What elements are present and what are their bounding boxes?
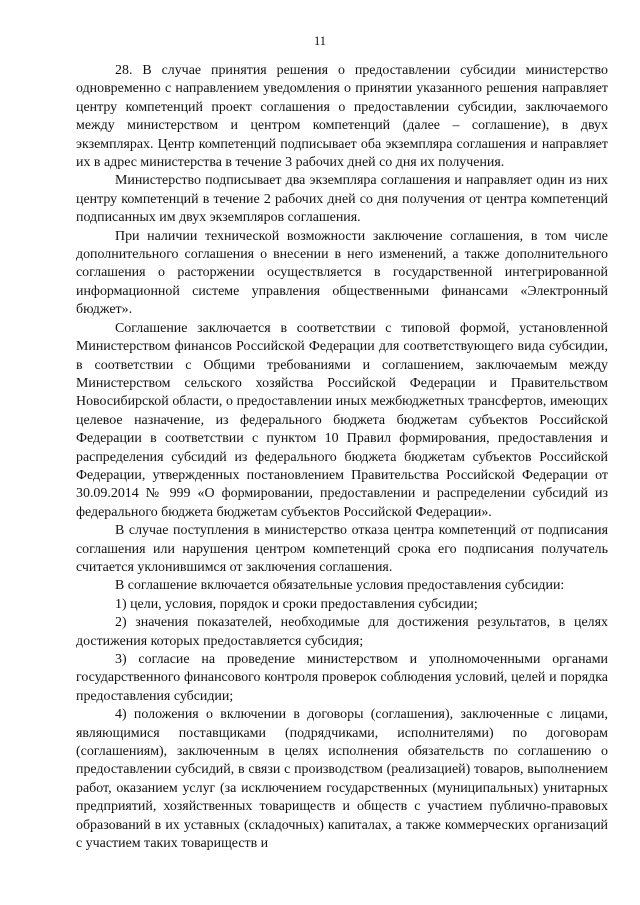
paragraph-mandatory-conditions: В соглашение включается обязательные условия предоставления субсидии: [115, 578, 565, 594]
list-item-4: 4) положения о включении в договоры (соглашения), заключенные с лицами, являющимися поставщиками (подрядчиками, исполнителями) по договорам (соглашениям), заключенным в целях исполнения обязательств по соглашению о предоставлении субсидий, в связи с производством (реализацией) товаров, выполнением работ, оказанием услуг (за исключением государственных (муниципальных) унитарных предприятий, хозяйственных товариществ и обществ с участием публично-правовых образований в их уставных (складочных) капиталах, а также коммерческих организаций с участием таких товариществ и [76, 707, 608, 852]
page-number: 11 [313, 34, 327, 48]
paragraph-electronic-budget: При наличии технической возможности заключение соглашения, в том числе дополнительного соглашения о внесении в него изменений, а также дополнительного соглашения о расторжении осуществляется в государственной интегрированной информационной системе управления общественными финансами «Электронный бюджет». [76, 228, 608, 318]
paragraph-refusal: В случае поступления в министерство отказа центра компетенций от подписания соглашения или нарушения центром компетенций срока его подписания получатель считается уклонившимся от заключения соглашения. [76, 523, 608, 575]
paragraph-standard-form: Соглашение заключается в соответствии с типовой формой, установленной Министерством финансов Российской Федерации для соответствующего вида субсидии, в соответствии с Общими требованиями и соглашением, заключаемым между Министерством сельского хозяйства Российской Федерации и Правительством Новосибирской области, о предоставлении иных межбюджетных трансфертов, имеющих целевое назначение, из федерального бюджета бюджетам субъектов Российской Федерации в соответствии с пунктом 10 Правил формирования, предоставления и распределения субсидий из федерального бюджета бюджетам субъектов Российской Федерации, утвержденных постановлением Правительства Российской Федерации от 30.09.2014 № 999 «О формировании, предоставлении и распределении субсидий из федерального бюджета бюджетам субъектов Российской Федерации». [76, 320, 608, 520]
list-item-2: 2) значения показателей, необходимые для достижения результатов, в целях достижения которых предоставляется субсидия; [76, 615, 608, 649]
list-item-3: 3) согласие на проведение министерством и уполномоченными органами государственного финансового контроля проверок соблюдения условий, целей и порядка предоставления субсидии; [76, 652, 608, 704]
paragraph-ministry-signs: Министерство подписывает два экземпляра соглашения и направляет один из них центру компетенций в течение 2 рабочих дней со дня получения от центра компетенций подписанных им двух экземпляров соглашения. [76, 173, 608, 226]
paragraph-28-main: 28. В случае принятия решения о предоставлении субсидии министерство одновременно с направлением уведомления о принятии указанного решения направляет центру компетенций проект соглашения о предоставлении субсидии, заключаемого между министерством и центром компетенций (далее – соглашение), в двух экземплярах. Центр компетенций подписывает оба экземпляра соглашения и направляет их в адрес министерства в течение 3 рабочих дней со дня их получения. [76, 63, 608, 171]
list-item-1: 1) цели, условия, порядок и сроки предоставления субсидии; [115, 596, 478, 612]
document-body [76, 62, 608, 853]
